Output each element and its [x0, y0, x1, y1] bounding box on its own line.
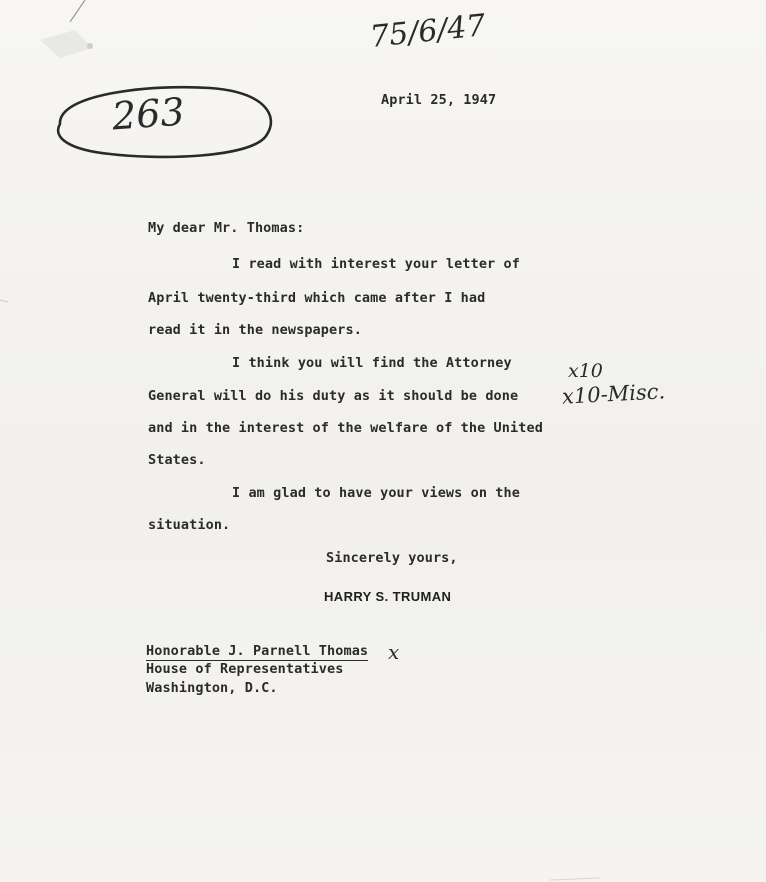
margin-note-2: x10-Misc.	[561, 379, 666, 409]
closing: Sincerely yours,	[326, 550, 458, 566]
circled-number: 263	[110, 89, 186, 139]
letter-date: April 25, 1947	[381, 92, 497, 108]
signature-name: HARRY S. TRUMAN	[324, 589, 452, 604]
address-line-2: House of Representatives	[146, 661, 344, 677]
address-line-3: Washington, D.C.	[146, 680, 278, 696]
margin-note-1: x10	[568, 360, 603, 382]
address-line-1: Honorable J. Parnell Thomas	[146, 643, 369, 659]
body-line-1: I read with interest your letter of	[232, 256, 520, 272]
body-line-9: situation.	[148, 517, 231, 533]
salutation: My dear Mr. Thomas:	[148, 220, 305, 236]
addressee-x-mark: x	[388, 640, 400, 664]
body-line-6: and in the interest of the welfare of the United	[148, 420, 543, 436]
file-code-annotation: 75/6/47	[368, 8, 488, 55]
body-line-8: I am glad to have your views on the	[232, 485, 520, 501]
body-line-3: read it in the newspapers.	[148, 322, 362, 338]
body-line-5: General will do his duty as it should be done	[148, 388, 519, 404]
body-line-4: I think you will find the Attorney	[232, 355, 512, 371]
body-line-2: April twenty-third which came after I had	[148, 290, 486, 306]
body-line-7: States.	[148, 452, 206, 468]
